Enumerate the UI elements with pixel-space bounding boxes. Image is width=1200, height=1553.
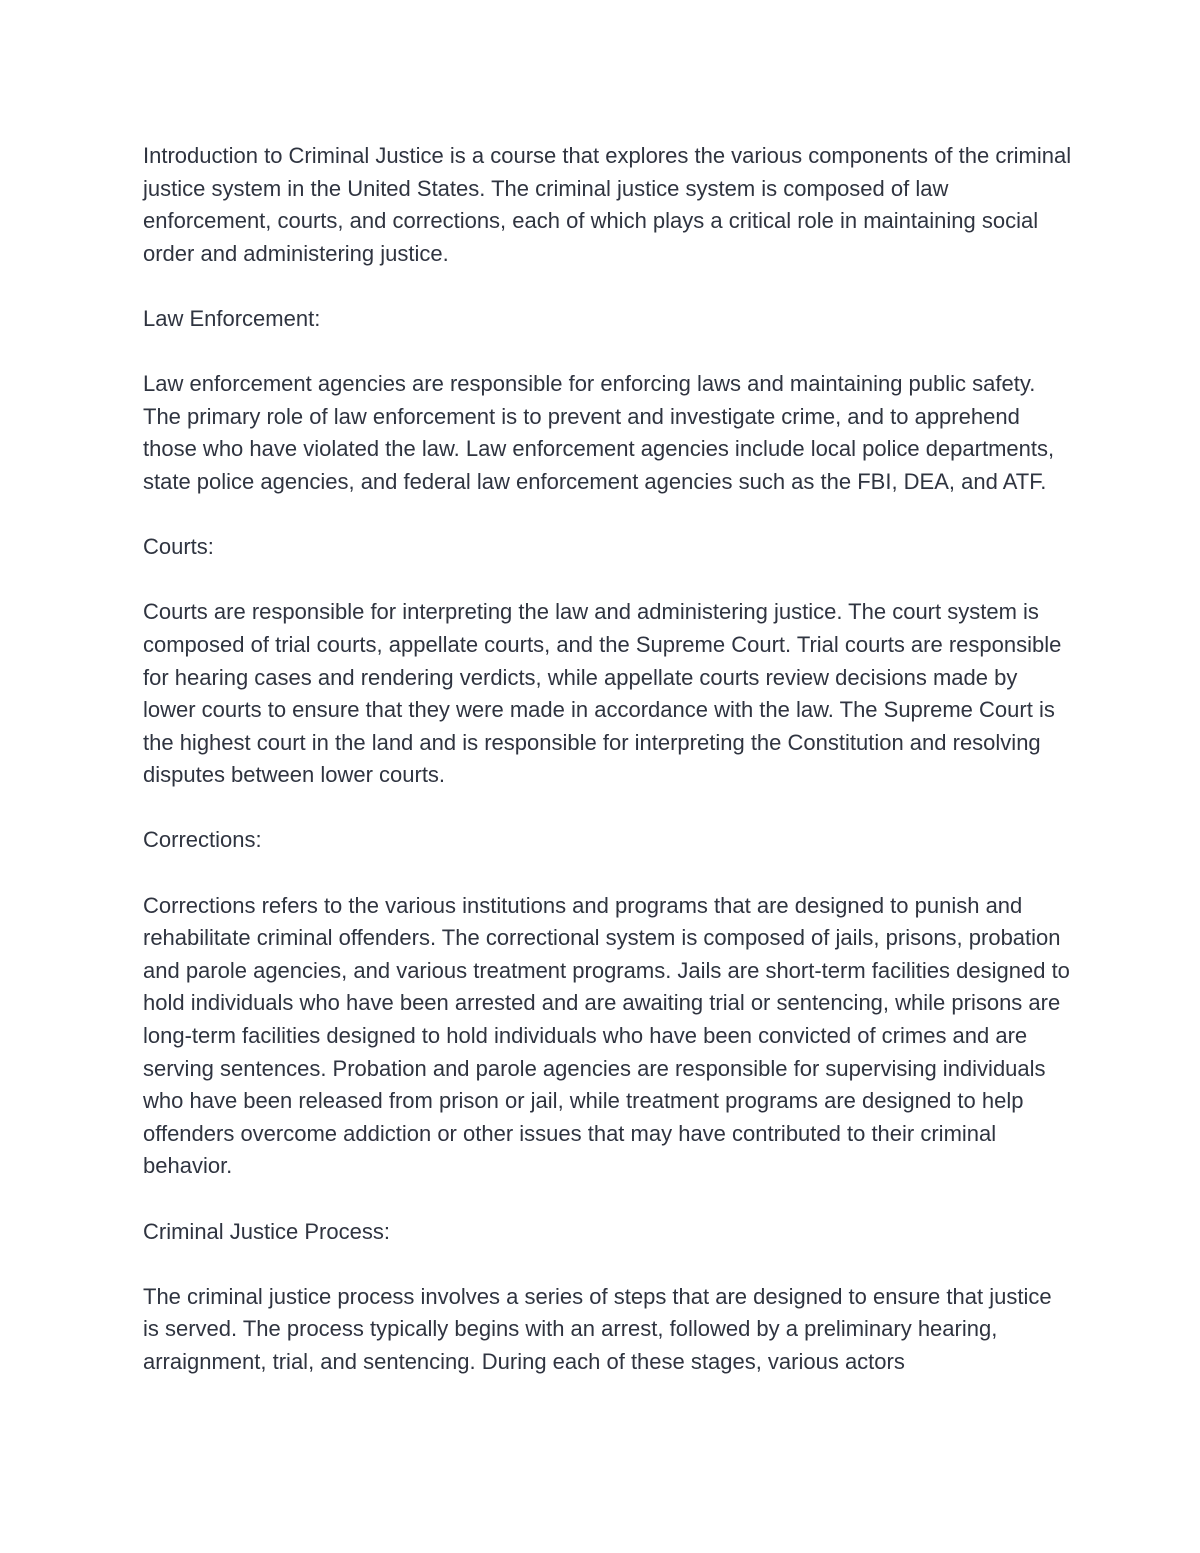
intro-paragraph: Introduction to Criminal Justice is a course that explores the various components of the criminal justice system in the United States. The criminal justice system is composed of law enforcement, courts, and corrections, each of which plays a critical role in maintaining social order and administering justice. [143, 143, 1072, 266]
section-body-criminal-justice-process: The criminal justice process involves a series of steps that are designed to ensure that justice is served. The process typically begins with an arrest, followed by a preliminary hearing, arraignment, trial, and sentencing. During each of these stages, various actors [143, 1283, 1052, 1374]
section-heading-corrections: Corrections: [143, 827, 262, 853]
section-heading-law-enforcement: Law Enforcement: [143, 305, 321, 331]
section-heading-courts: Courts: [143, 534, 214, 560]
section-body-courts: Courts are responsible for interpreting the law and administering justice. The court system is composed of trial courts, appellate courts, and the Supreme Court. Trial courts are responsible for hearing cases and rendering verdicts, while appellate courts review decisions made by lower courts to ensure that they were made in accordance with the law. The Supreme Court is the highest court in the land and is responsible for interpreting the Constitution and resolving disputes between lower courts. [143, 599, 1062, 788]
document-body [143, 140, 1073, 1411]
section-body-law-enforcement: Law enforcement agencies are responsible for enforcing laws and maintaining public safety. The primary role of law enforcement is to prevent and investigate crime, and to apprehend those who have violated the law. Law enforcement agencies include local police departments, state police agencies, and federal law enforcement agencies such as the FBI, DEA, and ATF. [143, 371, 1055, 494]
section-body-corrections: Corrections refers to the various institutions and programs that are designed to punish and rehabilitate criminal offenders. The correctional system is composed of jails, prisons, probation and parole agencies, and various treatment programs. Jails are short-term facilities designed to hold individuals who have been arrested and are awaiting trial or sentencing, while prisons are long-term facilities designed to hold individuals who have been convicted of crimes and are serving sentences. Probation and parole agencies are responsible for supervising individuals who have been released from prison or jail, while treatment programs are designed to help offenders overcome addiction or other issues that may have contributed to their criminal behavior. [143, 892, 1070, 1179]
section-heading-criminal-justice-process: Criminal Justice Process: [143, 1218, 390, 1244]
